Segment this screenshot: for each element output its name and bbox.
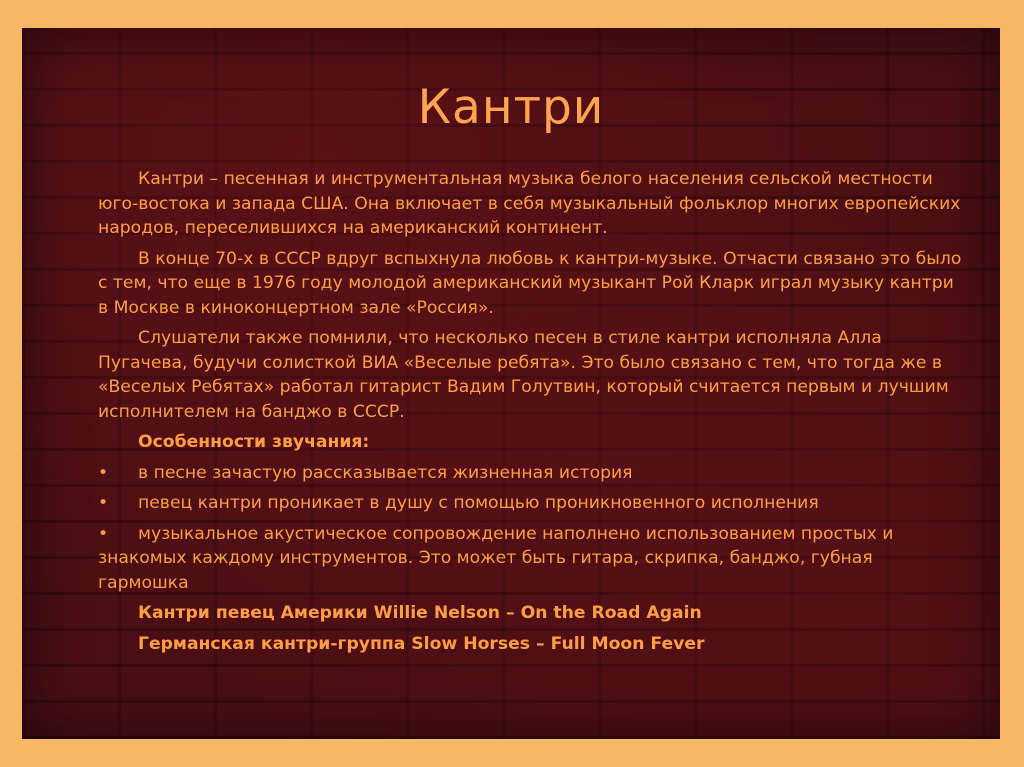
features-heading: Особенности звучания: [138,432,370,452]
bullet-icon: • [98,523,109,544]
bullet-item [98,522,964,596]
song-example-germany: Германская кантри-группа Slow Horses – Full Moon Fever [138,633,705,654]
song-example-usa: Кантри певец Америки Willie Nelson – On the Road Again [138,603,702,623]
bullet-item [98,461,964,486]
slide [22,28,1000,739]
bullet-text: в песне зачастую рассказывается жизненная история [138,462,633,483]
slide-content [98,167,964,662]
paragraph-ussr: В конце 70-х в СССР вдруг вспыхнула любовь к кантри-музыке. Отчасти связано это было с тем, что еще в 1976 году молодой американский музыкант Рой Кларк играл музыку кантри в Москве в киноконцертном зале «Россия». [98,248,962,318]
bullet-icon: • [98,462,109,483]
bullet-text: музыкальное акустическое сопровождение наполнено использованием простых и знакомых каждому инструментов. Это может быть гитара, скрипка, банджо, губная гармошка [98,523,894,593]
bullet-text: певец кантри проникает в душу с помощью проникновенного исполнения [138,493,819,513]
bullet-icon: • [98,493,109,513]
paragraph-intro: Кантри – песенная и инструментальная музыка белого населения сельской местности юго-востока и запада США. Она включает в себя музыкальный фольклор многих европейских народов, переселившихся на американский континент. [98,169,961,238]
slide-title: Кантри [417,80,605,135]
paragraph-pugacheva: Слушатели также помнили, что несколько песен в стиле кантри исполняла Алла Пугачева, будучи солисткой ВИА «Веселые ребята». Это было связано с тем, что тогда же в «Веселых Ребятах» работал гитарист Вадим Голутвин, который считается первым и лучшим исполнителем на банджо в СССР. [98,328,949,422]
bullet-item [98,491,964,516]
